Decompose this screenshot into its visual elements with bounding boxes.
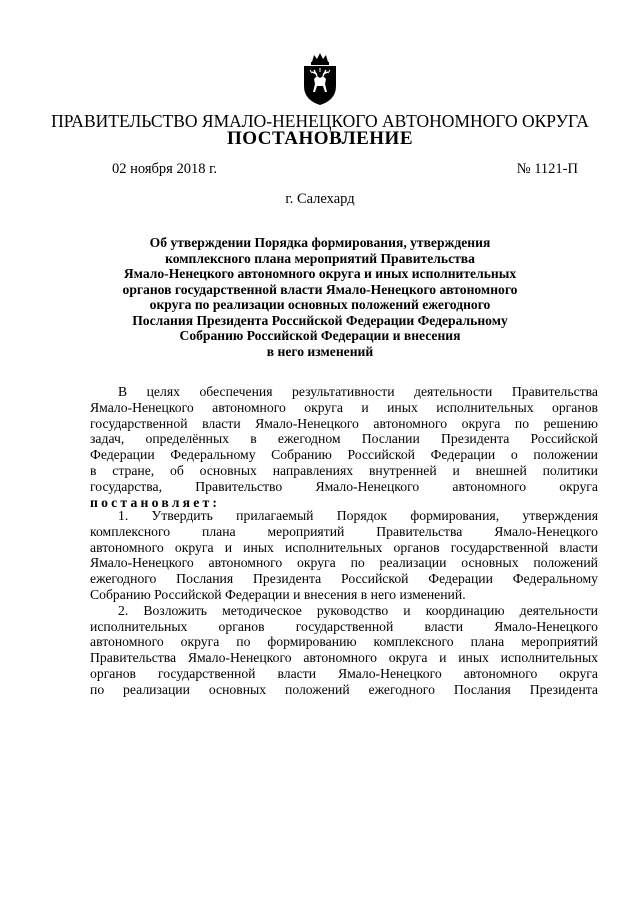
clause-2-line: по реализации основных положений ежегодного Послания Президента xyxy=(90,681,598,697)
title-line: округа по реализации основных положений ежегодного xyxy=(149,297,491,312)
clause-1-line: ежегодного Послания Президента Российской Федерации Федеральному xyxy=(90,571,598,587)
body-line: в стране, об основных направлениях внутренней и внешней политики xyxy=(90,462,598,478)
preamble-paragraph xyxy=(90,384,598,510)
clause-1-line: Ямало-Ненецкого автономного округа по реализации основных положений xyxy=(90,555,598,571)
body-line: Ямало-Ненецкого автономного округа и иных исполнительных органов xyxy=(90,399,598,415)
resolution-word: постановляет: xyxy=(90,494,221,510)
clause-1-line: 1. Утвердить прилагаемый Порядок формирования, утверждения xyxy=(118,508,598,523)
document-city: г. Салехард xyxy=(285,191,355,207)
document-number: № 1121-П xyxy=(516,161,578,177)
clauses-section xyxy=(90,508,598,698)
title-line: Ямало-Ненецкого автономного округа и иных исполнительных xyxy=(123,266,517,281)
clause-1-line: комплексного плана мероприятий Правительства Ямало-Ненецкого xyxy=(90,523,598,539)
title-line: Об утверждении Порядка формирования, утверждения xyxy=(149,235,491,250)
title-line: в него изменений xyxy=(266,343,374,359)
body-line: Федерации Федеральному Собранию Российской Федерации о положении xyxy=(90,447,598,463)
clause-2-line: 2. Возложить методическое руководство и координацию деятельности xyxy=(118,602,598,618)
body-line: государственной власти Ямало-Ненецкого автономного округа по решению xyxy=(90,415,598,431)
title-line: Послания Президента Российской Федерации Федеральному xyxy=(132,312,508,328)
title-line: органов государственной власти Ямало-Ненецкого автономного xyxy=(122,281,518,297)
document-title xyxy=(110,235,530,359)
clause-2-line: органов государственной власти Ямало-Ненецкого автономного округа xyxy=(90,665,598,681)
title-line: Собранию Российской Федерации и внесения xyxy=(179,328,461,343)
clause-1-line: Собранию Российской Федерации и внесения в него изменений. xyxy=(90,586,466,602)
title-line: комплексного плана мероприятий Правительства xyxy=(165,250,475,266)
yamal-coat-of-arms-icon xyxy=(300,52,340,106)
clause-2-line: автономного округа по формированию комплексного плана мероприятий xyxy=(90,634,598,650)
body-line: задач, определённых в ежегодном Послании Президента Российской xyxy=(90,431,598,447)
clause-2-line: исполнительных органов государственной власти Ямало-Ненецкого xyxy=(90,618,598,634)
clause-1-line: автономного округа и иных исполнительных органов государственной власти xyxy=(90,539,598,555)
clause-2-line: Правительства Ямало-Ненецкого автономного округа и иных исполнительных xyxy=(90,650,598,666)
body-line: В целях обеспечения результативности деятельности Правительства xyxy=(118,384,598,399)
body-line: государства, Правительство Ямало-Ненецкого автономного округа xyxy=(90,478,598,494)
document-date: 02 ноября 2018 г. xyxy=(112,161,218,177)
organization-name: ПРАВИТЕЛЬСТВО ЯМАЛО-НЕНЕЦКОГО АВТОНОМНОГО ОКРУГА xyxy=(51,111,589,131)
document-type: ПОСТАНОВЛЕНИЕ xyxy=(226,128,414,149)
